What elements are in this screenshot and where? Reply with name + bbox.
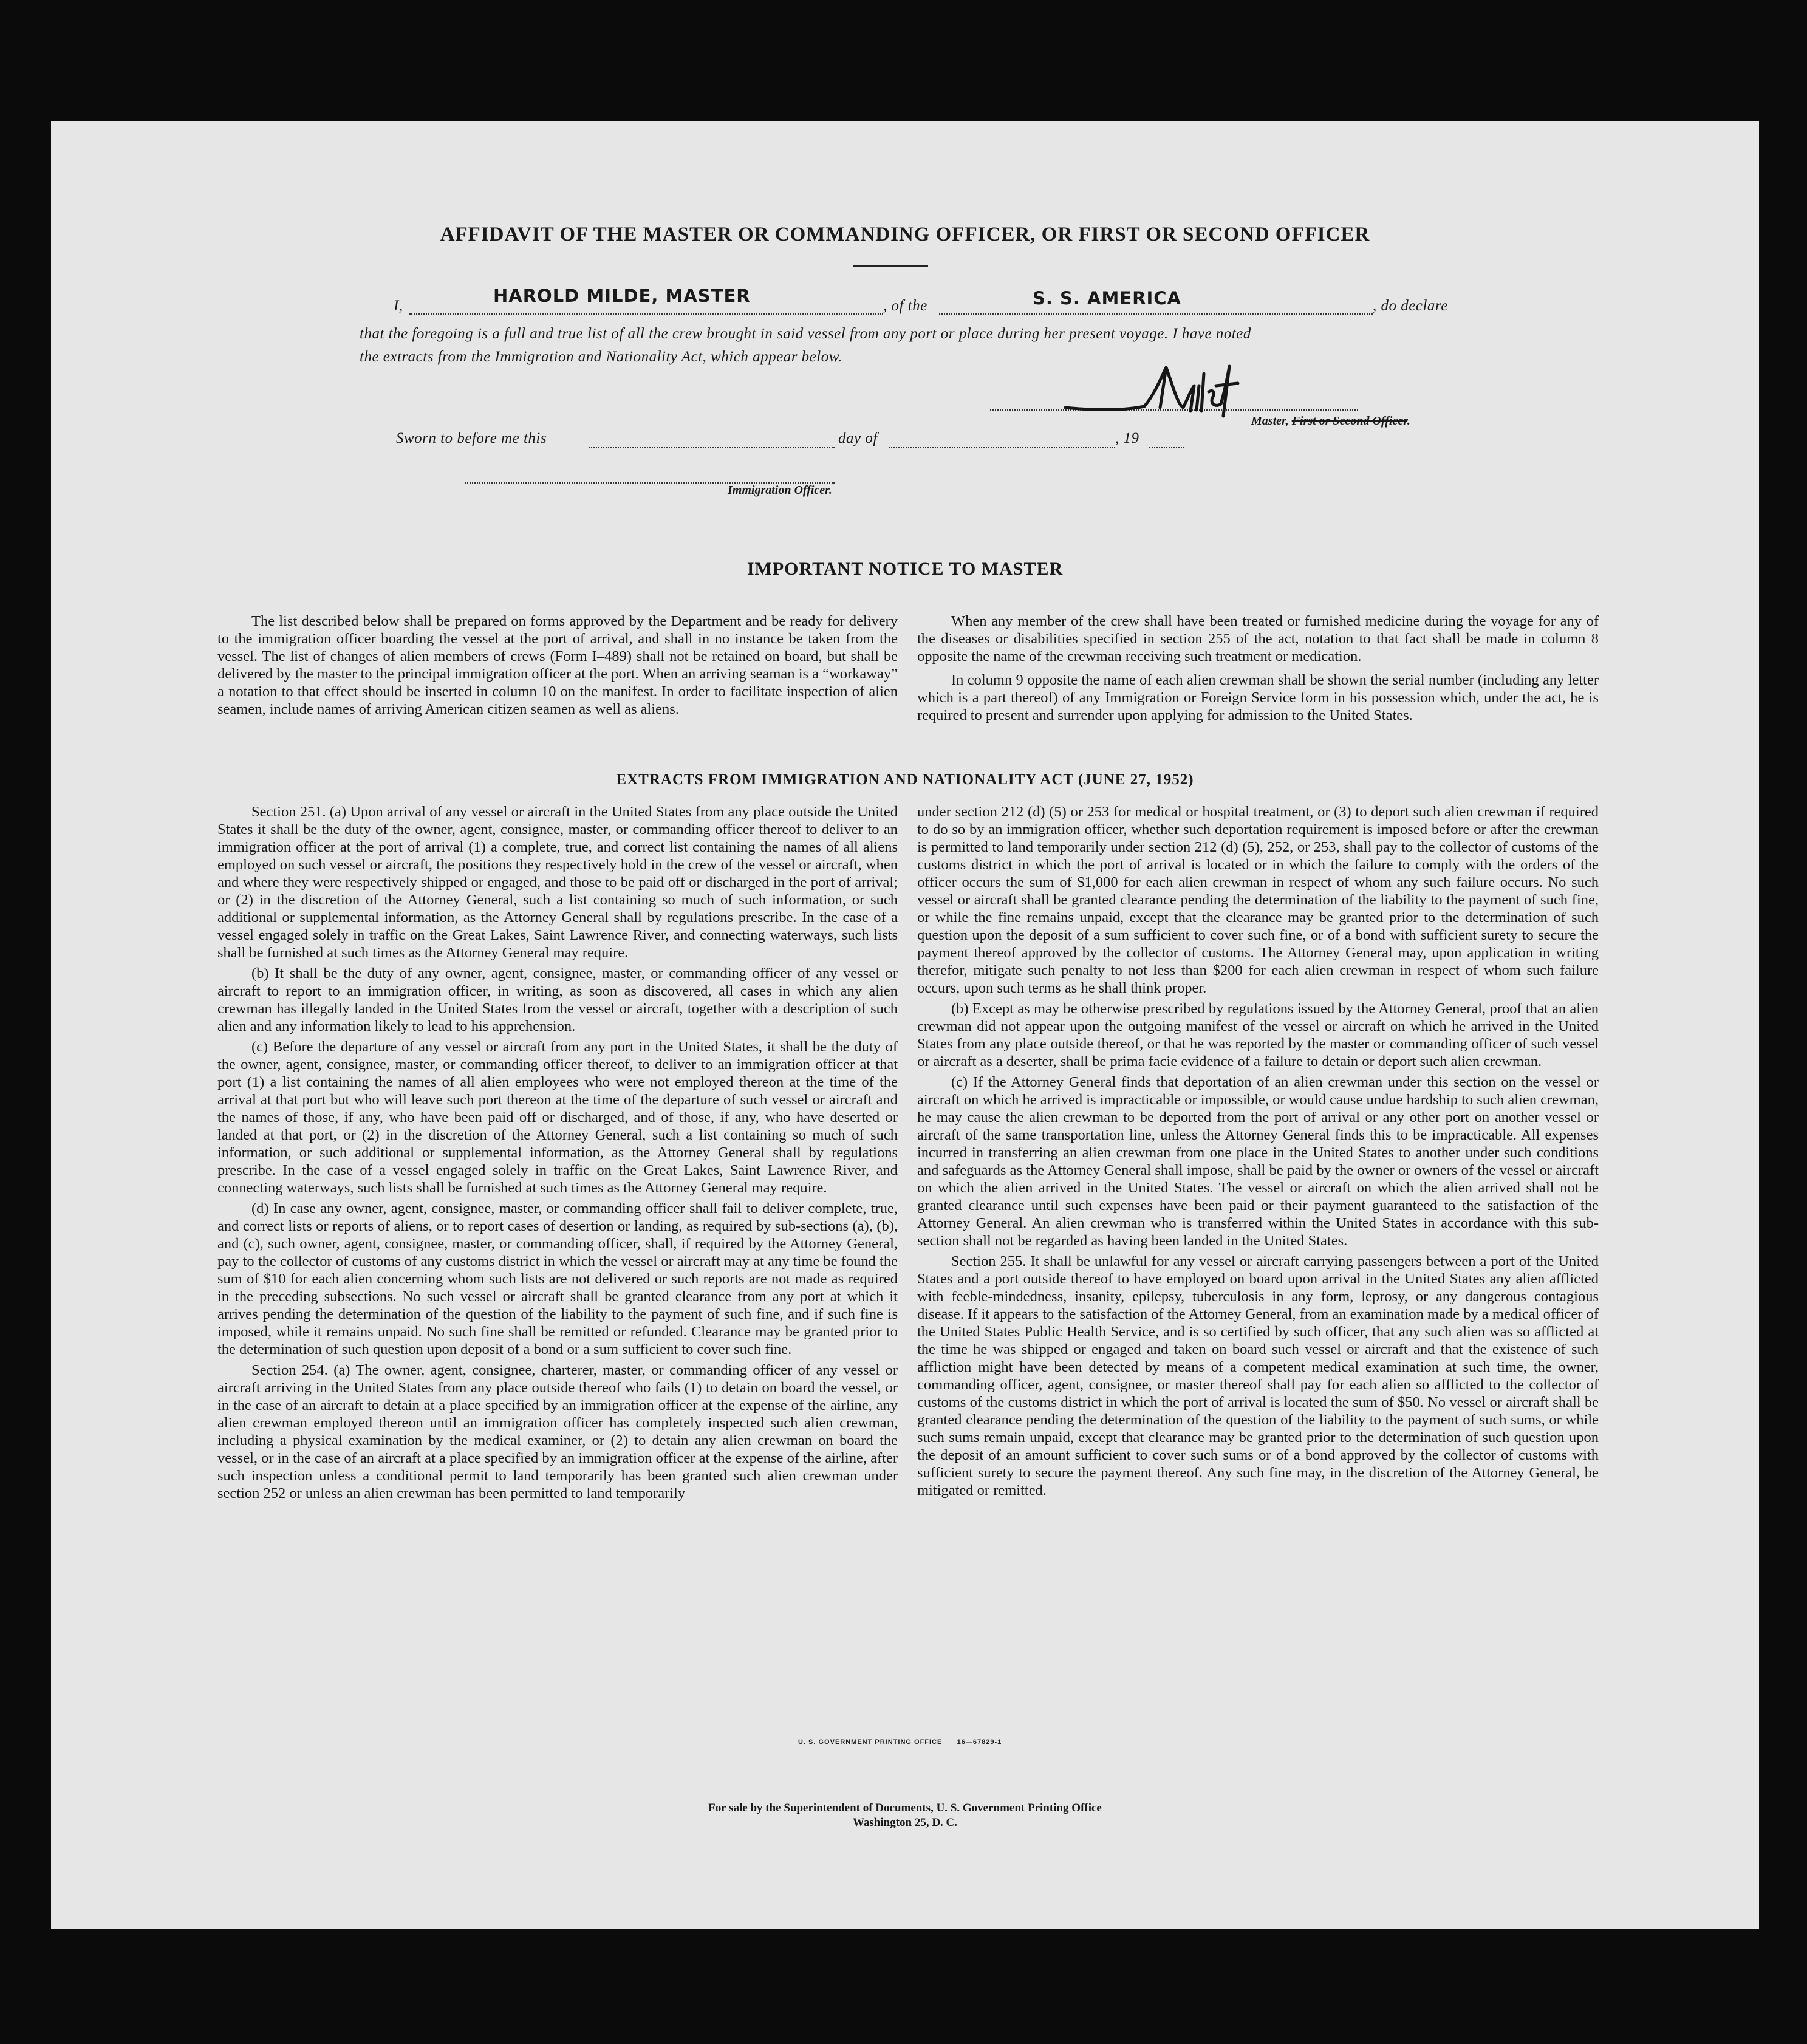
section-255: Section 255. It shall be unlawful for any vessel or aircraft carrying passengers between a port of the United States and a port outside thereof to have employed on board upon arrival in the United States any alien afflicted with feeble-mindedness, insanity, epilepsy, tuberculosis in any form, leprosy, or any dangerous contagious disease. If it appears to the satisfaction of the Attorney General, from an examination made by a medical officer of the United States Public Health Service, and is so certified by such officer, that any such alien was so afflicted at the time he was shipped or engaged and taken on board such vessel or aircraft and that the existence of such affliction might have been detected by means of a competent medical examination at such time, the owner, commanding officer, agent, consignee, or master thereof shall pay for each alien so afflicted to the collector of customs of the customs district in which the port of arrival is located the sum of $50. No vessel or aircraft shall be granted clearance pending the determination of the question of the liability to the payment of such sums, or while such sums remain unpaid, except that clearance may be granted prior to the determination of such question upon the deposit of an amount sufficient to cover such sums or of a bond approved by the collector of customs with sufficient surety to secure the payment thereof. Any such fine may, in the discretion of the Attorney General, be mitigated or remitted. [917, 1253, 1599, 1499]
document-page [51, 121, 1759, 1929]
extracts-right-column [917, 803, 1599, 1502]
section-251-a: Section 251. (a) Upon arrival of any vessel or aircraft in the United States from any place outside the United States it shall be the duty of the owner, agent, consignee, master, or commanding officer thereof to deliver to an immigration officer at the port of arrival (1) a complete, true, and correct list containing the names of all aliens employed on such vessel or aircraft, the positions they respectively hold in the crew of the vessel or aircraft, when and where they were respectively shipped or engaged, and those to be paid off or discharged in the port of arrival; or (2) in the discretion of the Attorney General, such a list containing so much of such information, or such additional or supplemental information, as the Attorney General shall by regulations prescribe. In the case of a vessel engaged solely in traffic on the Great Lakes, Saint Lawrence River, and connecting waterways, such lists shall be furnished at such times as the Attorney General may require. [217, 804, 898, 961]
title-rule [853, 265, 928, 267]
day-of-label: day of [838, 430, 878, 446]
statement-line-2: the extracts from the Immigration and Nationality Act, which appear below. [360, 349, 842, 365]
i-label: I, [394, 298, 403, 314]
master-name-value: HAROLD MILDE, MASTER [493, 285, 751, 306]
section-254-b: (b) Except as may be otherwise prescribed by regulations issued by the Attorney General, proof that an alien crewman did not appear upon the outgoing manifest of the vessel or aircraft on which he arrived in the United States from any place outside thereof, or that he was reported by the master or commanding officer of such vessel or aircraft as a deserter, shall be prima facie evidence of a failure to detain or deport such alien crewman. [917, 1000, 1599, 1070]
sworn-month-field [889, 426, 1115, 448]
section-251-c: (c) Before the departure of any vessel or aircraft from any port in the United States, it shall be the duty of the owner, agent, consignee, master, or commanding officer thereof, to deliver to an immigration officer at that port (1) a list containing the names of all alien employees who were not employed thereon at the time of the arrival at that port but who will leave such port thereon at the time of the departure of such vessel or aircraft and the names of those, if any, who have been paid off or discharged, and of those, if any, who have deserted or landed at that port, or (2) in the discretion of the Attorney General, such a list containing so much of such information, or such additional or supplemental information, as the Attorney General shall by regulations prescribe. In the case of a vessel engaged solely in traffic on the Great Lakes, Saint Lawrence River, and connecting waterways, such lists shall be furnished at such times as the Attorney General may require. [217, 1039, 898, 1196]
sworn-day-field [589, 426, 835, 448]
sworn-year-field [1149, 426, 1184, 448]
of-the-label: , of the [883, 298, 927, 314]
statement-line-1: that the foregoing is a full and true list of all the crew brought in said vessel from any port or place during her present voyage. I have noted [360, 326, 1251, 342]
notice-title: IMPORTANT NOTICE TO MASTER [746, 559, 1064, 579]
vessel-name-value: S. S. AMERICA [1033, 288, 1181, 309]
for-sale-notice [51, 1801, 1759, 1830]
notice-paragraph: In column 9 opposite the name of each alien crewman shall be shown the serial number (including any letter which is a part thereof) of any Immigration or Foreign Service form in his possession which, under the act, he is required to present and surrender upon applying for admission to the United States. [917, 672, 1599, 723]
caption-period: . [1407, 414, 1410, 428]
section-254-a: Section 254. (a) The owner, agent, consignee, charterer, master, or commanding officer of any vessel or aircraft arriving in the United States from any place outside thereof who fails (1) to detain on board the vessel, or in the case of an aircraft to detain at a place specified by an immigration officer at the expense of the airline, any alien crewman employed thereon until an immigration officer has completely inspected such alien crewman, including a physical examination by the medical examiner, or (2) to detain any alien crewman on board the vessel, or in the case of an aircraft at a place specified by an immigration officer at the expense of the airline, after such inspection unless a conditional permit to land temporarily has been granted such alien crewman under section 252 or unless an alien crewman has been permitted to land temporarily [217, 1362, 898, 1502]
signature-image [1053, 355, 1254, 422]
for-sale-line-2: Washington 25, D. C. [852, 1816, 958, 1829]
notice-left-column [217, 612, 898, 721]
master-label: Master, [1251, 414, 1292, 428]
year-label: , 19 [1115, 430, 1139, 446]
notice-paragraph: When any member of the crew shall have been treated or furnished medicine during the voyage for any of the diseases or disabilities specified in section 255 of the act, notation to that fact shall be made in column 8 opposite the name of the crewman receiving such treatment or medication. [917, 613, 1599, 665]
section-251-d: (d) In case any owner, agent, consignee, master, or commanding officer shall fail to deliver complete, true, and correct lists or reports of aliens, or to report cases of desertion or landing, as required by sub-sections (a), (b), and (c), such owner, agent, consignee, master, or commanding officer, shall, if required by the Attorney General, pay to the collector of customs of any customs district in which the vessel or aircraft may at any time be found the sum of $10 for each alien concerning whom such lists are not delivered or such reports are not made as required in the preceding subsections. No such vessel or aircraft shall be granted clearance from any port at which it arrives pending the determination of the question of the liability to the payment of such fine, and if such fine is imposed, while it remains unpaid. No such fine shall be remitted or refunded. Clearance may be granted prior to the determination of such question upon deposit of a bond or a sum sufficient to cover such fine. [217, 1200, 898, 1358]
section-254-a-continued: under section 212 (d) (5) or 253 for medical or hospital treatment, or (3) to deport such alien crewman if required to do so by an immigration officer, whether such deportation requirement is imposed before or after the crewman is permitted to land temporarily under section 212 (d) (5), 252, or 253, shall pay to the collector of customs of the customs district in which the port of arrival is located or in which the failure to comply with the orders of the officer occurs the sum of $1,000 for each alien crewman in respect of whom any such failure occurs. No such vessel or aircraft shall be granted clearance pending the determination of the liability to the payment of such fine, or while the fine remains unpaid, except that the clearance may be granted prior to the determination of such question upon the deposit of a sum sufficient to cover such fine, or of a bond with sufficient surety to secure the payment thereof approved by the collector of customs. The Attorney General may, upon application in writing therefor, mitigate such penalty to not less than $200 for each alien crewman in respect of whom such failure occurs, upon such terms as he shall think proper. [917, 804, 1599, 996]
notice-paragraph: The list described below shall be prepared on forms approved by the Department and be ready for delivery to the immigration officer boarding the vessel at the port of arrival, and shall in no instance be taken from the vessel. The list of changes of alien members of crews (Form I–489) shall not be retained on board, but shall be delivered by the master to the principal immigration officer at the port. When an arriving seaman is a “workaway” a notation to that effect should be inserted in column 10 on the manifest. In order to facilitate inspection of alien seamen, include names of arriving American citizen seamen as well as aliens. [217, 613, 898, 717]
sworn-label: Sworn to before me this [396, 430, 547, 446]
notice-right-column [917, 612, 1599, 727]
immigration-officer-label: Immigration Officer. [728, 484, 832, 497]
immigration-officer-line [465, 462, 835, 484]
struck-officer-label: First or Second Officer [1291, 414, 1407, 428]
extracts-title: EXTRACTS FROM IMMIGRATION AND NATIONALITY ACT (JUNE 27, 1952) [616, 771, 1194, 788]
printer-line: U. S. GOVERNMENT PRINTING OFFICE 16—67829-1 [798, 1738, 1002, 1746]
for-sale-line-1: For sale by the Superintendent of Documents, U. S. Government Printing Office [708, 1802, 1102, 1814]
do-declare-label: , do declare [1373, 298, 1448, 314]
extracts-left-column [217, 803, 898, 1505]
affidavit-title: AFFIDAVIT OF THE MASTER OR COMMANDING OFFICER, OR FIRST OR SECOND OFFICER [440, 224, 1370, 245]
section-251-b: (b) It shall be the duty of any owner, agent, consignee, master, or commanding officer of any vessel or aircraft to report to an immigration officer, in writing, as soon as discovered, all cases in which any alien crewman has illegally landed in the United States from the vessel or aircraft, together with a description of such alien and any information likely to lead to his apprehension. [217, 965, 898, 1034]
section-254-c: (c) If the Attorney General finds that deportation of an alien crewman under this section on the vessel or aircraft on which he arrived is impracticable or impossible, or would cause undue hardship to such alien crewman, he may cause the alien crewman to be deported from the port of arrival or any other port on another vessel or aircraft of the same transportation line, unless the Attorney General finds this to be impracticable. All expenses incurred in transferring an alien crewman from one place in the United States to another under such conditions and safeguards as the Attorney General shall impose, shall be paid by the owner or owners of the vessel or aircraft on which the alien arrived in the United States. The vessel or aircraft on which the alien arrived shall not be granted clearance until such expenses have been paid or their payment guaranteed to the satisfaction of the Attorney General. An alien crewman who is transferred within the United States in accordance with this sub-section shall not be regarded as having been landed in the United States. [917, 1074, 1599, 1249]
signature-caption [1251, 414, 1410, 428]
